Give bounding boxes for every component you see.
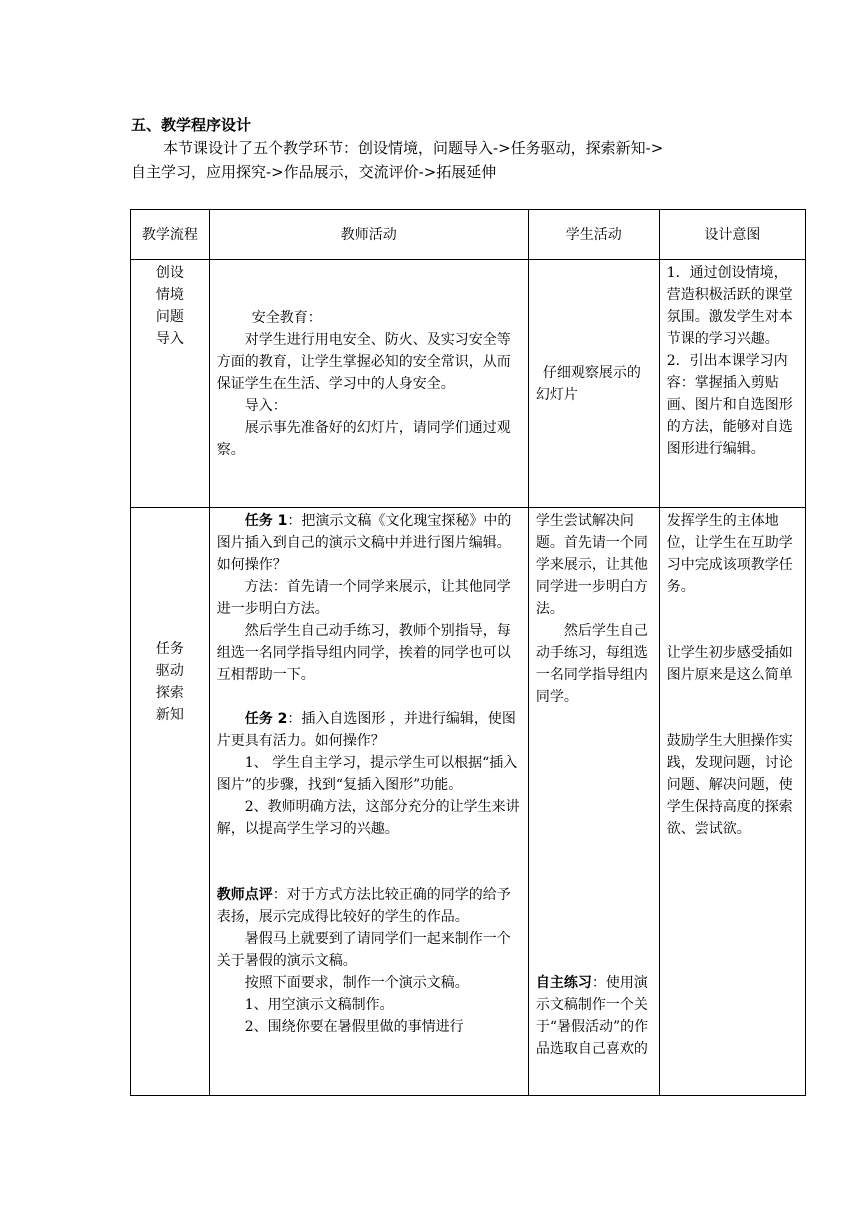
teacher-text <box>217 884 521 928</box>
spacer <box>536 708 652 972</box>
teacher-text <box>217 510 521 576</box>
spacer <box>667 598 798 642</box>
teacher-activity-cell <box>209 260 528 508</box>
teacher-text: 2、围绕你要在暑假里做的事情进行 <box>244 1019 464 1035</box>
teacher-text: 暑假马上就要到了请同学们一起来制作一个关于暑假的演示文稿。 <box>216 931 511 969</box>
table-header-row <box>131 210 806 260</box>
stage-cell <box>131 260 210 508</box>
teacher-text: 1、 学生自主学习，提示学生可以根据“插入图片”的步骤，找到“复插入图形”功能。 <box>216 755 518 793</box>
stage-word: 情境 <box>155 287 184 303</box>
design-intent-cell <box>659 260 805 508</box>
header-teacher: 教师活动 <box>209 210 528 260</box>
header-student: 学生活动 <box>528 210 659 260</box>
spacer <box>217 686 521 708</box>
practice-text: ：使用演示文稿制作一个关于“暑假活动”的作品选取自己喜欢的 <box>535 975 649 1057</box>
teacher-text: 安全教育： <box>251 309 322 326</box>
table-row <box>131 508 806 1096</box>
header-intent: 设计意图 <box>659 210 805 260</box>
student-activity-cell <box>528 260 659 508</box>
stage-word: 驱动 <box>155 663 184 679</box>
task-2-text: ：插入自选图形 ，并进行编辑，使图片更具有活力。如何操作？ <box>216 711 516 749</box>
stage-word: 任务 <box>155 641 184 657</box>
teaching-procedure-table <box>130 209 806 1096</box>
intent-text: 2．引出本课学习内容：掌握插入剪贴画、图片和自选图形的方法，能够对自选图形进行编辑。 <box>666 353 793 457</box>
spacer <box>667 686 798 730</box>
intro-line-2: 自主学习，应用探究->作品展示，交流评价->拓展延伸 <box>131 163 497 181</box>
intent-text: 让学生初步感受插如图片原来是这么简单 <box>666 645 793 683</box>
teacher-activity-cell <box>209 508 528 1096</box>
intent-text: 发挥学生的主体地位，让学生在互助学习中完成该项教学任务。 <box>666 513 793 595</box>
stage-word: 创设 <box>155 265 184 281</box>
teacher-text: 1、用空演示文稿制作。 <box>244 997 394 1013</box>
stage-word: 探索 <box>155 685 184 701</box>
review-text: ：对于方式方法比较正确的同学的给予表扬，展示完成得比较好的学生的作品。 <box>216 887 511 925</box>
student-text <box>536 972 652 1060</box>
teacher-text: 方法：首先请一个同学来展示，让其他同学进一步明白方法。 <box>216 579 511 617</box>
student-text: 学生尝试解决问题。首先请一个同学来展示，让其他同学进一步明白方法。 <box>535 513 648 617</box>
stage-word: 问题 <box>155 309 184 325</box>
teacher-text: 然后学生自己动手练习，教师个别指导，每组选一名同学指导组内同学，挨着的同学也可以互相帮助一下。 <box>216 623 511 683</box>
review-label: 教师点评 <box>216 887 273 903</box>
header-flow: 教学流程 <box>131 210 210 260</box>
stage-word: 新知 <box>155 707 184 723</box>
student-text: 仔细观察展示的幻灯片 <box>535 364 641 403</box>
stage-word: 导入 <box>155 331 184 347</box>
teacher-text <box>217 708 521 752</box>
task-1-text: ：把演示文稿《文化瑰宝探秘》中的图片插入到自己的演示文稿中并进行图片编辑。如何操作？ <box>216 513 512 573</box>
design-intent-cell <box>659 508 805 1096</box>
table-row <box>131 260 806 508</box>
student-activity-cell <box>528 508 659 1096</box>
intent-text: 鼓励学生大胆操作实践，发现问题，讨论问题、解决问题，使学生保持高度的探索欲、尝试欲。 <box>666 733 793 837</box>
teacher-text: 展示事先准备好的幻灯片，请同学们通过观察。 <box>216 419 511 458</box>
section-title: 五、教学程序设计 <box>131 116 252 134</box>
task-2-label: 任务 2 <box>244 711 288 727</box>
teacher-text: 按照下面要求，制作一个演示文稿。 <box>244 975 469 991</box>
intent-text: 1．通过创设情境，营造积极活跃的课堂氛围。激发学生对本节课的学习兴趣。 <box>666 265 793 347</box>
teacher-text: 导入： <box>244 397 287 414</box>
intro-paragraph <box>131 136 751 184</box>
teacher-text: 2、教师明确方法，这部分充分的让学生来讲解，以提高学生学习的兴趣。 <box>216 799 520 837</box>
student-text: 然后学生自己动手练习，每组选一名同学指导组内同学。 <box>535 623 648 705</box>
task-1-label: 任务 1 <box>244 513 288 529</box>
stage-cell <box>131 508 210 1096</box>
practice-label: 自主练习 <box>535 975 592 991</box>
spacer <box>217 840 521 884</box>
intro-line-1: 本节课设计了五个教学环节：创设情境，问题导入->任务驱动，探索新知-> <box>163 139 664 157</box>
teacher-text: 对学生进行用电安全、防火、及实习安全等方面的教育，让学生掌握必知的安全常识，从而保证学生在生活、学习中的人身安全。 <box>216 331 511 392</box>
